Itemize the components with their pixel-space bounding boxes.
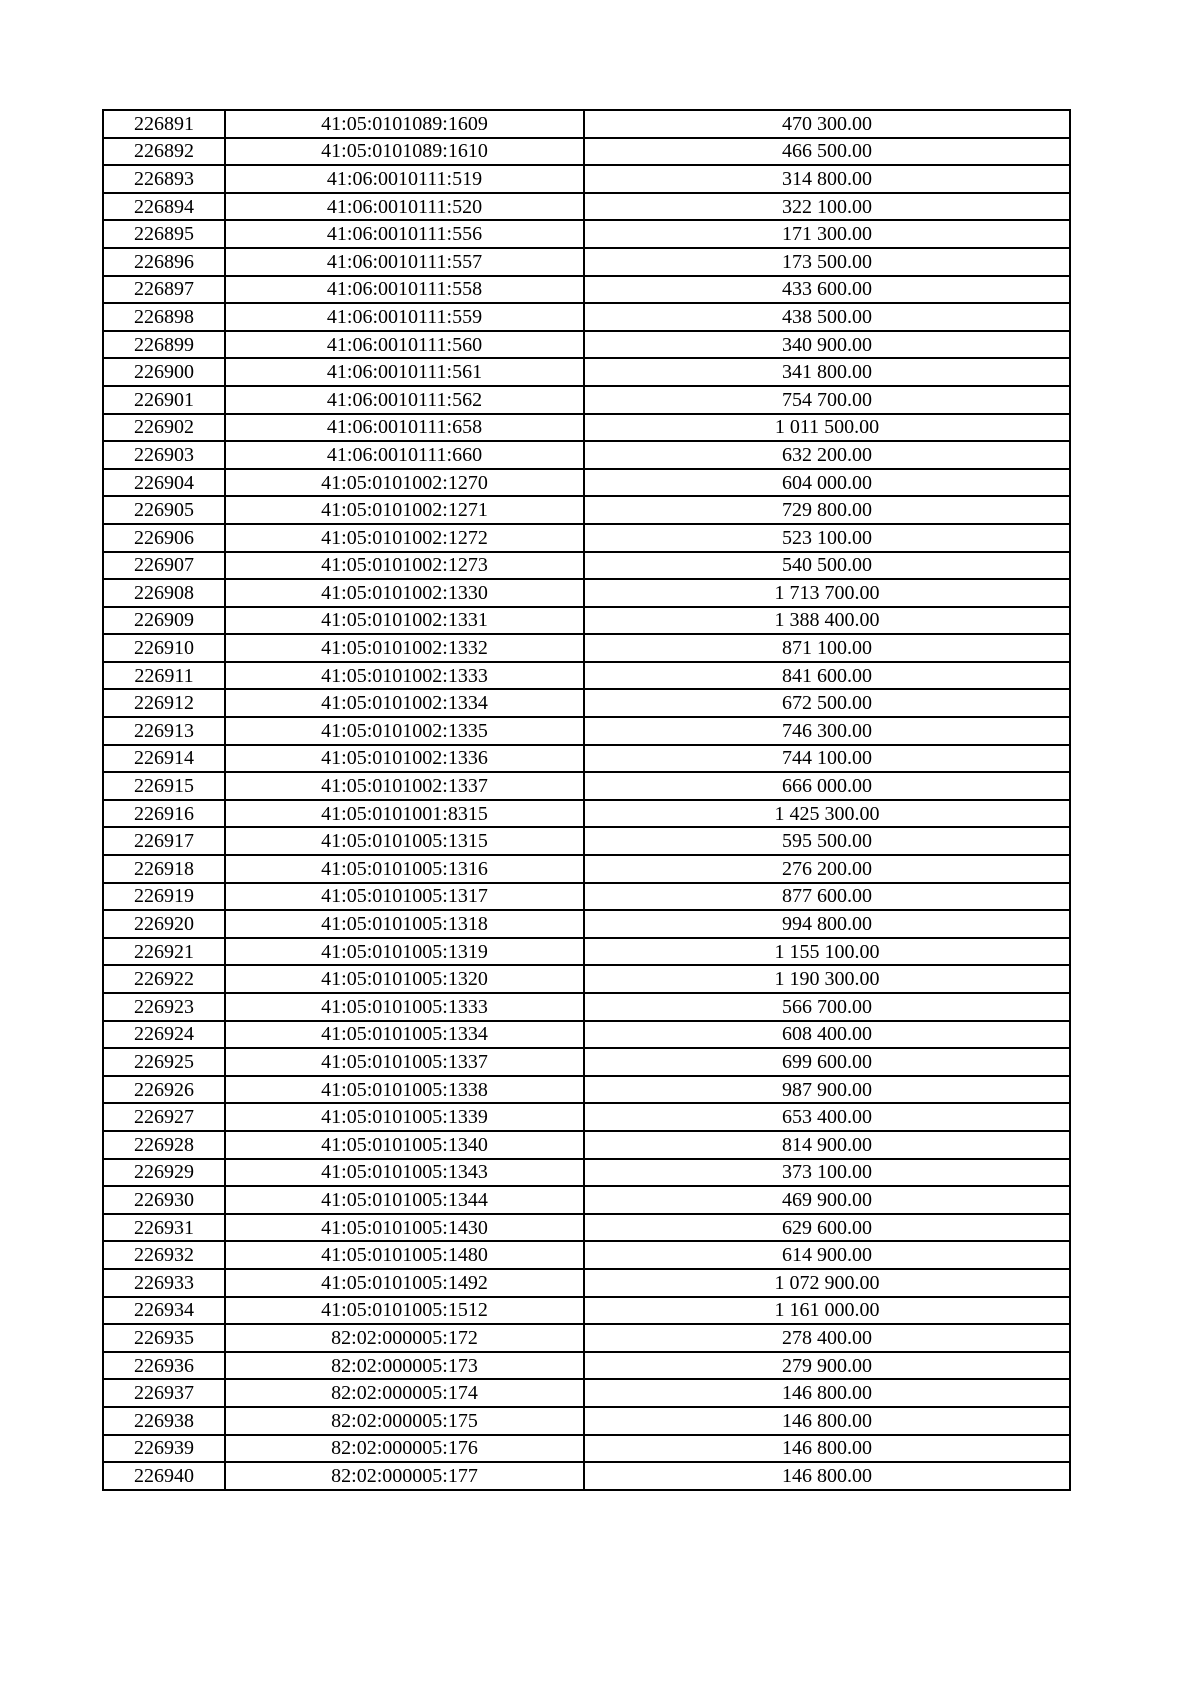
table-row bbox=[103, 276, 1070, 304]
cadastral-value-cell: 540 500.00 bbox=[584, 552, 1070, 580]
cadastral-value-cell: 438 500.00 bbox=[584, 303, 1070, 331]
cadastral-value-cell: 1 190 300.00 bbox=[584, 965, 1070, 993]
cadastral-number-cell: 41:06:0010111:658 bbox=[225, 414, 584, 442]
row-number-cell: 226903 bbox=[103, 441, 225, 469]
cadastral-value-cell: 632 200.00 bbox=[584, 441, 1070, 469]
cadastral-number-cell: 82:02:000005:175 bbox=[225, 1407, 584, 1435]
table-row bbox=[103, 634, 1070, 662]
cadastral-number-cell: 41:05:0101005:1317 bbox=[225, 883, 584, 911]
cadastral-number-cell: 41:06:0010111:557 bbox=[225, 248, 584, 276]
row-number-cell: 226895 bbox=[103, 220, 225, 248]
cadastral-value-cell: 608 400.00 bbox=[584, 1021, 1070, 1049]
row-number-cell: 226899 bbox=[103, 331, 225, 359]
cadastral-value-cell: 278 400.00 bbox=[584, 1324, 1070, 1352]
row-number-cell: 226896 bbox=[103, 248, 225, 276]
cadastral-value-cell: 523 100.00 bbox=[584, 524, 1070, 552]
cadastral-value-cell: 653 400.00 bbox=[584, 1103, 1070, 1131]
row-number-cell: 226902 bbox=[103, 414, 225, 442]
table-row bbox=[103, 717, 1070, 745]
cadastral-number-cell: 41:05:0101005:1344 bbox=[225, 1186, 584, 1214]
cadastral-number-cell: 41:05:0101005:1333 bbox=[225, 993, 584, 1021]
row-number-cell: 226935 bbox=[103, 1324, 225, 1352]
table-row bbox=[103, 220, 1070, 248]
cadastral-number-cell: 82:02:000005:173 bbox=[225, 1352, 584, 1380]
cadastral-value-cell: 314 800.00 bbox=[584, 165, 1070, 193]
row-number-cell: 226913 bbox=[103, 717, 225, 745]
row-number-cell: 226900 bbox=[103, 358, 225, 386]
row-number-cell: 226927 bbox=[103, 1103, 225, 1131]
table-row bbox=[103, 1379, 1070, 1407]
row-number-cell: 226898 bbox=[103, 303, 225, 331]
row-number-cell: 226917 bbox=[103, 827, 225, 855]
cadastral-number-cell: 41:05:0101001:8315 bbox=[225, 800, 584, 828]
table-row bbox=[103, 248, 1070, 276]
cadastral-value-cell: 146 800.00 bbox=[584, 1379, 1070, 1407]
row-number-cell: 226936 bbox=[103, 1352, 225, 1380]
row-number-cell: 226929 bbox=[103, 1159, 225, 1187]
cadastral-value-cell: 276 200.00 bbox=[584, 855, 1070, 883]
cadastral-value-cell: 373 100.00 bbox=[584, 1159, 1070, 1187]
cadastral-number-cell: 41:05:0101002:1271 bbox=[225, 496, 584, 524]
cadastral-value-cell: 604 000.00 bbox=[584, 469, 1070, 497]
row-number-cell: 226922 bbox=[103, 965, 225, 993]
table-row bbox=[103, 1462, 1070, 1490]
table-row bbox=[103, 414, 1070, 442]
row-number-cell: 226921 bbox=[103, 938, 225, 966]
cadastral-value-cell: 699 600.00 bbox=[584, 1048, 1070, 1076]
cadastral-number-cell: 41:05:0101002:1272 bbox=[225, 524, 584, 552]
cadastral-number-cell: 41:05:0101005:1512 bbox=[225, 1297, 584, 1325]
table-row bbox=[103, 441, 1070, 469]
table-row bbox=[103, 358, 1070, 386]
cadastral-number-cell: 41:05:0101005:1337 bbox=[225, 1048, 584, 1076]
cadastral-value-cell: 614 900.00 bbox=[584, 1241, 1070, 1269]
row-number-cell: 226932 bbox=[103, 1241, 225, 1269]
cadastral-number-cell: 41:05:0101005:1430 bbox=[225, 1214, 584, 1242]
cadastral-value-cell: 877 600.00 bbox=[584, 883, 1070, 911]
cadastral-number-cell: 41:05:0101005:1340 bbox=[225, 1131, 584, 1159]
row-number-cell: 226931 bbox=[103, 1214, 225, 1242]
cadastral-value-cell: 340 900.00 bbox=[584, 331, 1070, 359]
cadastral-value-cell: 841 600.00 bbox=[584, 662, 1070, 690]
cadastral-number-cell: 41:06:0010111:556 bbox=[225, 220, 584, 248]
cadastral-number-cell: 41:05:0101005:1338 bbox=[225, 1076, 584, 1104]
cadastral-value-table bbox=[102, 109, 1071, 1491]
cadastral-value-cell: 466 500.00 bbox=[584, 138, 1070, 166]
table-row bbox=[103, 1297, 1070, 1325]
cadastral-value-cell: 729 800.00 bbox=[584, 496, 1070, 524]
table-row bbox=[103, 165, 1070, 193]
cadastral-number-cell: 41:05:0101002:1334 bbox=[225, 689, 584, 717]
row-number-cell: 226939 bbox=[103, 1435, 225, 1463]
table-row bbox=[103, 386, 1070, 414]
cadastral-number-cell: 41:05:0101002:1330 bbox=[225, 579, 584, 607]
row-number-cell: 226934 bbox=[103, 1297, 225, 1325]
cadastral-number-cell: 41:05:0101005:1316 bbox=[225, 855, 584, 883]
table-row bbox=[103, 1214, 1070, 1242]
table-row bbox=[103, 827, 1070, 855]
table-row bbox=[103, 579, 1070, 607]
row-number-cell: 226908 bbox=[103, 579, 225, 607]
cadastral-value-cell: 566 700.00 bbox=[584, 993, 1070, 1021]
row-number-cell: 226909 bbox=[103, 607, 225, 635]
cadastral-value-cell: 433 600.00 bbox=[584, 276, 1070, 304]
cadastral-value-cell: 171 300.00 bbox=[584, 220, 1070, 248]
table-row bbox=[103, 110, 1070, 138]
table-row bbox=[103, 1352, 1070, 1380]
table-body bbox=[103, 110, 1070, 1490]
row-number-cell: 226938 bbox=[103, 1407, 225, 1435]
cadastral-value-cell: 469 900.00 bbox=[584, 1186, 1070, 1214]
row-number-cell: 226920 bbox=[103, 910, 225, 938]
cadastral-value-cell: 1 161 000.00 bbox=[584, 1297, 1070, 1325]
table-row bbox=[103, 745, 1070, 773]
cadastral-value-cell: 1 388 400.00 bbox=[584, 607, 1070, 635]
cadastral-value-cell: 994 800.00 bbox=[584, 910, 1070, 938]
cadastral-number-cell: 82:02:000005:176 bbox=[225, 1435, 584, 1463]
row-number-cell: 226910 bbox=[103, 634, 225, 662]
cadastral-number-cell: 41:05:0101002:1333 bbox=[225, 662, 584, 690]
cadastral-number-cell: 41:05:0101002:1337 bbox=[225, 772, 584, 800]
table-row bbox=[103, 193, 1070, 221]
table-row bbox=[103, 138, 1070, 166]
row-number-cell: 226901 bbox=[103, 386, 225, 414]
cadastral-number-cell: 41:06:0010111:660 bbox=[225, 441, 584, 469]
row-number-cell: 226930 bbox=[103, 1186, 225, 1214]
table-row bbox=[103, 883, 1070, 911]
table-row bbox=[103, 607, 1070, 635]
cadastral-value-cell: 746 300.00 bbox=[584, 717, 1070, 745]
table-row bbox=[103, 689, 1070, 717]
row-number-cell: 226905 bbox=[103, 496, 225, 524]
cadastral-number-cell: 41:05:0101005:1315 bbox=[225, 827, 584, 855]
row-number-cell: 226906 bbox=[103, 524, 225, 552]
table-row bbox=[103, 524, 1070, 552]
table-row bbox=[103, 496, 1070, 524]
row-number-cell: 226933 bbox=[103, 1269, 225, 1297]
table-row bbox=[103, 1186, 1070, 1214]
row-number-cell: 226915 bbox=[103, 772, 225, 800]
cadastral-value-cell: 322 100.00 bbox=[584, 193, 1070, 221]
table-row bbox=[103, 1241, 1070, 1269]
cadastral-value-cell: 871 100.00 bbox=[584, 634, 1070, 662]
row-number-cell: 226916 bbox=[103, 800, 225, 828]
row-number-cell: 226925 bbox=[103, 1048, 225, 1076]
table-row bbox=[103, 552, 1070, 580]
cadastral-number-cell: 41:06:0010111:558 bbox=[225, 276, 584, 304]
row-number-cell: 226904 bbox=[103, 469, 225, 497]
cadastral-number-cell: 41:06:0010111:559 bbox=[225, 303, 584, 331]
cadastral-value-cell: 470 300.00 bbox=[584, 110, 1070, 138]
table-row bbox=[103, 1131, 1070, 1159]
row-number-cell: 226911 bbox=[103, 662, 225, 690]
cadastral-value-cell: 1 425 300.00 bbox=[584, 800, 1070, 828]
cadastral-value-cell: 814 900.00 bbox=[584, 1131, 1070, 1159]
cadastral-value-cell: 279 900.00 bbox=[584, 1352, 1070, 1380]
table-row bbox=[103, 1324, 1070, 1352]
table-row bbox=[103, 469, 1070, 497]
table-row bbox=[103, 772, 1070, 800]
cadastral-value-cell: 146 800.00 bbox=[584, 1435, 1070, 1463]
cadastral-number-cell: 41:05:0101005:1334 bbox=[225, 1021, 584, 1049]
row-number-cell: 226919 bbox=[103, 883, 225, 911]
cadastral-number-cell: 82:02:000005:177 bbox=[225, 1462, 584, 1490]
row-number-cell: 226893 bbox=[103, 165, 225, 193]
cadastral-value-cell: 744 100.00 bbox=[584, 745, 1070, 773]
cadastral-value-cell: 173 500.00 bbox=[584, 248, 1070, 276]
cadastral-number-cell: 41:05:0101005:1320 bbox=[225, 965, 584, 993]
cadastral-number-cell: 41:06:0010111:520 bbox=[225, 193, 584, 221]
table-row bbox=[103, 303, 1070, 331]
cadastral-number-cell: 41:05:0101005:1339 bbox=[225, 1103, 584, 1131]
row-number-cell: 226891 bbox=[103, 110, 225, 138]
table-row bbox=[103, 1021, 1070, 1049]
cadastral-number-cell: 41:05:0101005:1319 bbox=[225, 938, 584, 966]
row-number-cell: 226897 bbox=[103, 276, 225, 304]
table-row bbox=[103, 910, 1070, 938]
cadastral-number-cell: 41:05:0101089:1610 bbox=[225, 138, 584, 166]
cadastral-number-cell: 41:05:0101005:1318 bbox=[225, 910, 584, 938]
cadastral-value-cell: 987 900.00 bbox=[584, 1076, 1070, 1104]
row-number-cell: 226924 bbox=[103, 1021, 225, 1049]
cadastral-number-cell: 41:06:0010111:560 bbox=[225, 331, 584, 359]
cadastral-number-cell: 41:05:0101002:1270 bbox=[225, 469, 584, 497]
cadastral-number-cell: 41:05:0101002:1335 bbox=[225, 717, 584, 745]
cadastral-number-cell: 82:02:000005:172 bbox=[225, 1324, 584, 1352]
cadastral-value-cell: 1 155 100.00 bbox=[584, 938, 1070, 966]
row-number-cell: 226918 bbox=[103, 855, 225, 883]
row-number-cell: 226894 bbox=[103, 193, 225, 221]
cadastral-number-cell: 41:06:0010111:562 bbox=[225, 386, 584, 414]
table-row bbox=[103, 993, 1070, 1021]
table-row bbox=[103, 1159, 1070, 1187]
table-row bbox=[103, 1435, 1070, 1463]
cadastral-number-cell: 41:05:0101002:1332 bbox=[225, 634, 584, 662]
row-number-cell: 226892 bbox=[103, 138, 225, 166]
table-row bbox=[103, 855, 1070, 883]
table-row bbox=[103, 331, 1070, 359]
table-row bbox=[103, 965, 1070, 993]
table-row bbox=[103, 1076, 1070, 1104]
cadastral-number-cell: 41:05:0101002:1273 bbox=[225, 552, 584, 580]
cadastral-value-cell: 672 500.00 bbox=[584, 689, 1070, 717]
cadastral-number-cell: 41:05:0101089:1609 bbox=[225, 110, 584, 138]
cadastral-value-cell: 1 072 900.00 bbox=[584, 1269, 1070, 1297]
row-number-cell: 226912 bbox=[103, 689, 225, 717]
cadastral-value-cell: 666 000.00 bbox=[584, 772, 1070, 800]
row-number-cell: 226926 bbox=[103, 1076, 225, 1104]
cadastral-number-cell: 41:05:0101002:1336 bbox=[225, 745, 584, 773]
row-number-cell: 226940 bbox=[103, 1462, 225, 1490]
table-row bbox=[103, 662, 1070, 690]
cadastral-value-cell: 1 011 500.00 bbox=[584, 414, 1070, 442]
cadastral-number-cell: 41:06:0010111:519 bbox=[225, 165, 584, 193]
table-row bbox=[103, 1103, 1070, 1131]
cadastral-number-cell: 41:05:0101002:1331 bbox=[225, 607, 584, 635]
row-number-cell: 226928 bbox=[103, 1131, 225, 1159]
table-row bbox=[103, 800, 1070, 828]
row-number-cell: 226923 bbox=[103, 993, 225, 1021]
cadastral-value-cell: 1 713 700.00 bbox=[584, 579, 1070, 607]
cadastral-value-cell: 629 600.00 bbox=[584, 1214, 1070, 1242]
cadastral-number-cell: 41:05:0101005:1343 bbox=[225, 1159, 584, 1187]
table-row bbox=[103, 1048, 1070, 1076]
cadastral-value-cell: 754 700.00 bbox=[584, 386, 1070, 414]
cadastral-value-cell: 341 800.00 bbox=[584, 358, 1070, 386]
cadastral-number-cell: 41:06:0010111:561 bbox=[225, 358, 584, 386]
row-number-cell: 226914 bbox=[103, 745, 225, 773]
row-number-cell: 226907 bbox=[103, 552, 225, 580]
cadastral-number-cell: 41:05:0101005:1492 bbox=[225, 1269, 584, 1297]
cadastral-number-cell: 41:05:0101005:1480 bbox=[225, 1241, 584, 1269]
cadastral-value-cell: 146 800.00 bbox=[584, 1407, 1070, 1435]
cadastral-value-cell: 595 500.00 bbox=[584, 827, 1070, 855]
cadastral-value-cell: 146 800.00 bbox=[584, 1462, 1070, 1490]
table-row bbox=[103, 1407, 1070, 1435]
table-row bbox=[103, 938, 1070, 966]
table-row bbox=[103, 1269, 1070, 1297]
row-number-cell: 226937 bbox=[103, 1379, 225, 1407]
cadastral-number-cell: 82:02:000005:174 bbox=[225, 1379, 584, 1407]
